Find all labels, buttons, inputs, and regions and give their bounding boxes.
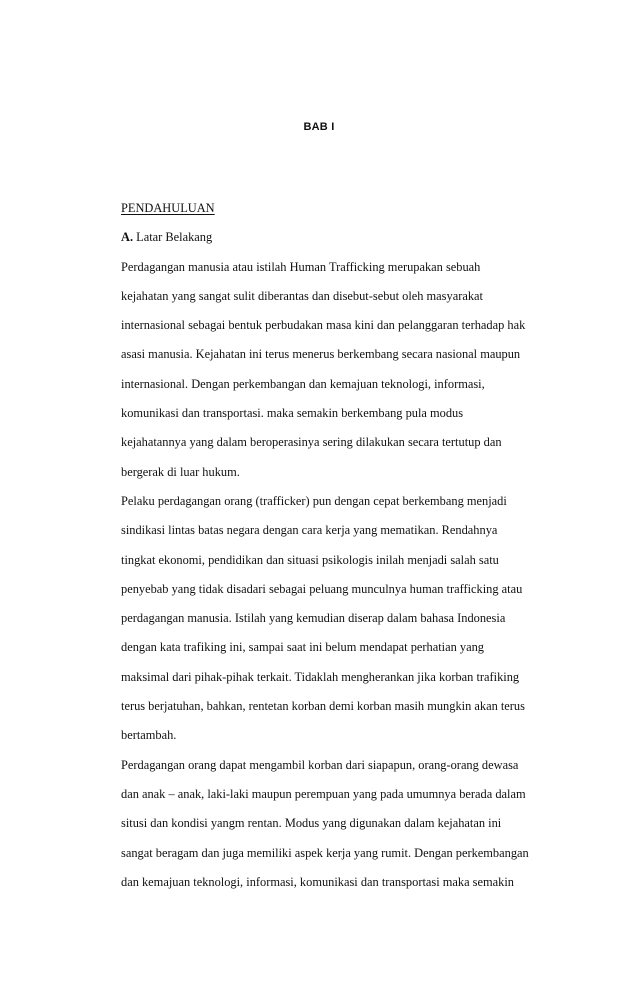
paragraph-line: tingkat ekonomi, pendidikan dan situasi psikologis inilah menjadi salah satu [121, 552, 499, 567]
paragraph-line: dan kemajuan teknologi, informasi, komunikasi dan transportasi maka semakin [121, 874, 514, 889]
paragraph-line: kejahatannya yang dalam beroperasinya sering dilakukan secara tertutup dan [121, 435, 502, 450]
paragraph-line: Perdagangan manusia atau istilah Human Trafficking merupakan sebuah [121, 259, 481, 274]
paragraph-line: asasi manusia. Kejahatan ini terus menerus berkembang secara nasional maupun [121, 347, 521, 362]
section-heading: PENDAHULUAN [121, 201, 215, 215]
paragraph-line: komunikasi dan transportasi. maka semakin berkembang pula modus [121, 406, 464, 421]
paragraph-line: bergerak di luar hukum. [121, 464, 240, 479]
paragraph-line: kejahatan yang sangat sulit diberantas dan disebut-sebut oleh masyarakat [121, 288, 483, 303]
paragraph-line: maksimal dari pihak-pihak terkait. Tidaklah mengherankan jika korban trafiking [121, 669, 520, 684]
chapter-title: BAB I [303, 121, 335, 133]
paragraph-line: penyebab yang tidak disadari sebagai peluang munculnya human trafficking atau [121, 581, 523, 596]
paragraph-line: terus berjatuhan, bahkan, rentetan korban demi korban masih mungkin akan terus [121, 699, 525, 714]
paragraph-line: Perdagangan orang dapat mengambil korban dari siapapun, orang-orang dewasa [121, 757, 519, 772]
section-heading-line [121, 194, 561, 223]
paragraph-line: bertambah. [121, 728, 177, 743]
subsection-heading-line [121, 223, 561, 252]
paragraph-line: Pelaku perdagangan orang (trafficker) pun dengan cepat berkembang menjadi [121, 493, 507, 508]
paragraph-line: sangat beragam dan juga memiliki aspek kerja yang rumit. Dengan perkembangan [121, 845, 529, 860]
paragraph-line: perdagangan manusia. Istilah yang kemudian diserap dalam bahasa Indonesia [121, 611, 506, 626]
document-body [121, 194, 561, 897]
paragraph-line: situsi dan kondisi yangm rentan. Modus yang digunakan dalam kejahatan ini [121, 816, 502, 831]
paragraph-line: dan anak – anak, laki-laki maupun perempuan yang pada umumnya berada dalam [121, 786, 526, 801]
subsection-number: A. [121, 230, 134, 245]
subsection-title: Latar Belakang [136, 230, 213, 245]
paragraph-line: internasional. Dengan perkembangan dan kemajuan teknologi, informasi, [121, 376, 485, 391]
paragraph-line: sindikasi lintas batas negara dengan cara kerja yang mematikan. Rendahnya [121, 523, 498, 538]
paragraph-line: dengan kata trafiking ini, sampai saat ini belum mendapat perhatian yang [121, 640, 484, 655]
paragraph-line: internasional sebagai bentuk perbudakan masa kini dan pelanggaran terhadap hak [121, 318, 526, 333]
